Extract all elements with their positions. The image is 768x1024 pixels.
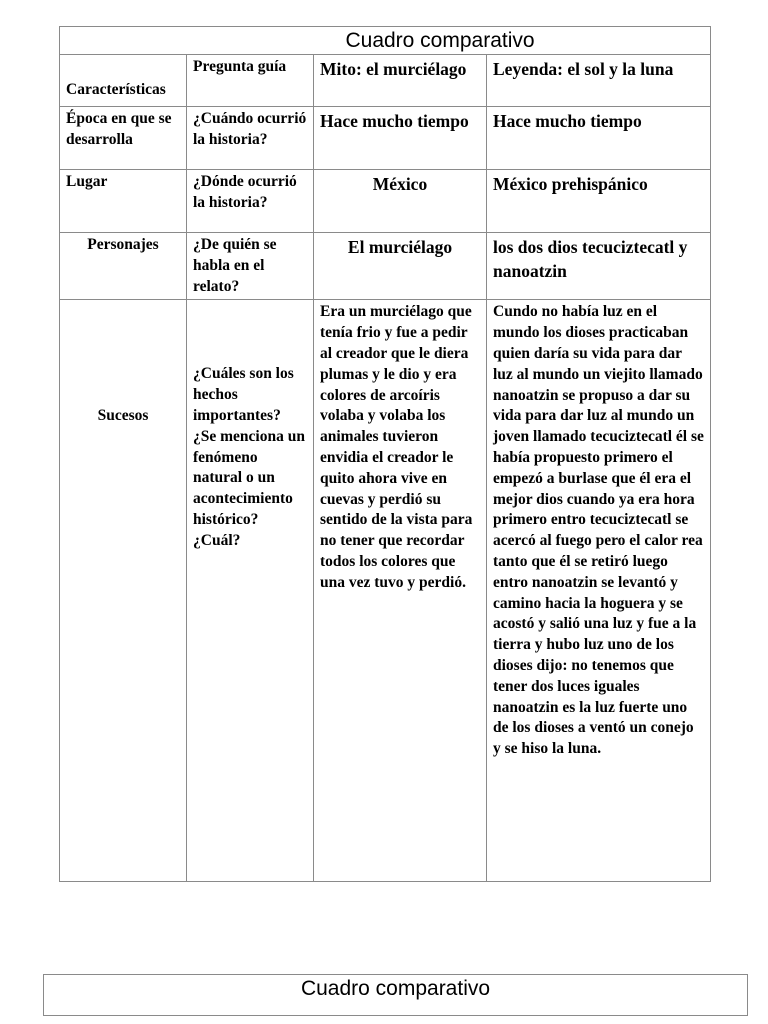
header-pregunta: Pregunta guía xyxy=(187,55,314,107)
header-row xyxy=(60,55,711,107)
row-label: Lugar xyxy=(60,170,187,233)
row-label: Sucesos xyxy=(60,300,187,882)
comparison-table xyxy=(59,26,711,882)
row-question: ¿De quién se habla en el relato? xyxy=(187,233,314,300)
row-label: Época en que se desarrolla xyxy=(60,107,187,170)
row-question: ¿Dónde ocurrió la historia? xyxy=(187,170,314,233)
row-label: Personajes xyxy=(60,233,187,300)
table-row-lugar xyxy=(60,170,711,233)
row-leyenda: Cundo no había luz en el mundo los dioses practicaban quien daría su vida para dar luz al mundo un viejito llamado nanoatzin se propuso a dar su vida para dar luz al mundo un joven llamado tecuciztecatl él se había propuesto primero el empezó a burlase que él era el mejor dios cuando ya era hora primero entro tecuciztecatl se acercó al fuego pero el calor rea tanto que él se retiró luego entro nanoatzin se levantó y camino hacia la hoguera y se acostó y salió una luz y fue a la tierra y hubo luz uno de los dioses dijo: no tenemos que tener dos luces iguales nanoatzin es la luz fuerte uno de los dioses a ventó un conejo y se hiso la luna. xyxy=(487,300,711,882)
header-caracteristicas: Características xyxy=(60,55,187,107)
header-mito: Mito: el murciélago xyxy=(314,55,487,107)
row-mito: El murciélago xyxy=(314,233,487,300)
row-mito: México xyxy=(314,170,487,233)
row-question: ¿Cuáles son los hechos importantes? ¿Se menciona un fenómeno natural o un acontecimiento histórico? ¿Cuál? xyxy=(187,300,314,882)
row-mito: Era un murciélago que tenía frio y fue a pedir al creador que le diera plumas y le dio y era colores de arcoíris volaba y volaba los animales tuvieron envidia el creador le quito ahora vive en cuevas y perdió su sentido de la vista para no tener que recordar todos los colores que una vez tuvo y perdió. xyxy=(314,300,487,882)
table-row-epoca xyxy=(60,107,711,170)
row-leyenda: Hace mucho tiempo xyxy=(487,107,711,170)
table-title: Cuadro comparativo xyxy=(60,27,711,55)
title-row xyxy=(60,27,711,55)
row-leyenda: los dos dios tecuciztecatl y nanoatzin xyxy=(487,233,711,300)
row-mito: Hace mucho tiempo xyxy=(314,107,487,170)
header-leyenda: Leyenda: el sol y la luna xyxy=(487,55,711,107)
table-row-personajes xyxy=(60,233,711,300)
second-table-title: Cuadro comparativo xyxy=(43,974,748,1016)
table-row-sucesos xyxy=(60,300,711,882)
row-leyenda: México prehispánico xyxy=(487,170,711,233)
row-question: ¿Cuándo ocurrió la historia? xyxy=(187,107,314,170)
